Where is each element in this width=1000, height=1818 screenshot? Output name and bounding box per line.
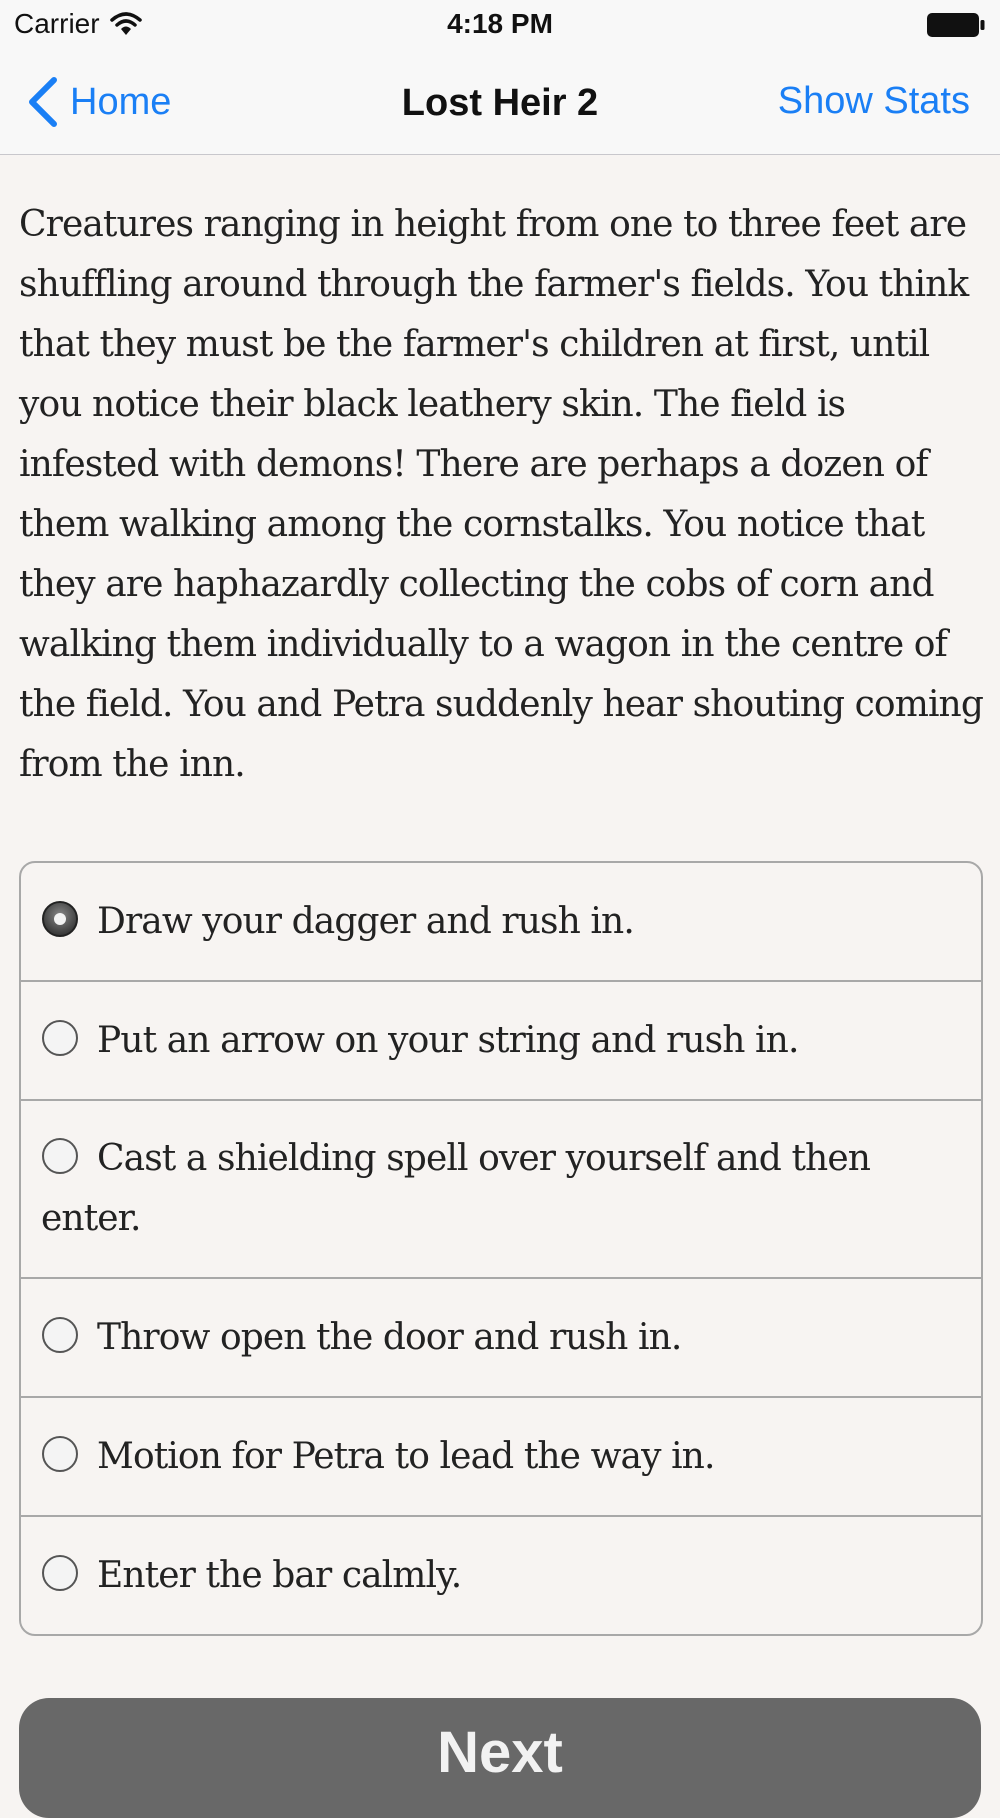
battery-icon [926,12,986,38]
choice-item[interactable] [21,1099,981,1277]
story-text: Creatures ranging in height from one to three feet are shuffling around through the farmer's fields. You think that they must be the farmer's children at first, until you notice their black leathery skin. The field is infested with demons! There are perhaps a dozen of them walking among the cornstalks. You notice that they are haphazardly collecting the cobs of corn and walking them individually to a wagon in the centre of the field. You and Petra suddenly hear shouting coming from the inn. [19,204,983,785]
choice-label: Throw open the door and rush in. [97,1317,682,1358]
choice-label: Enter the bar calmly. [97,1555,462,1596]
navigation-bar [0,50,1000,155]
choice-item[interactable] [21,863,981,980]
show-stats-button[interactable]: Show Stats [777,80,970,122]
carrier-label: Carrier [14,8,100,39]
choice-label: Draw your dagger and rush in. [97,901,634,942]
choice-item[interactable] [21,980,981,1099]
radio-unselected-icon [41,1134,79,1172]
radio-unselected-icon [41,1313,79,1351]
next-button[interactable]: Next [19,1698,981,1818]
status-time: 4:18 PM [447,8,553,39]
radio-selected-icon [41,897,79,935]
choice-item[interactable] [21,1515,981,1634]
choice-list [19,861,983,1636]
back-button-label: Home [70,80,172,123]
choice-label: Motion for Petra to lead the way in. [97,1436,715,1477]
status-bar [0,0,1000,50]
radio-unselected-icon [41,1551,79,1589]
radio-unselected-icon [41,1432,79,1470]
choice-item[interactable] [21,1277,981,1396]
choice-label: Cast a shielding spell over yourself and then enter. [41,1138,871,1239]
choice-label: Put an arrow on your string and rush in. [97,1020,799,1061]
page-title: Lost Heir 2 [401,82,599,124]
choice-item[interactable] [21,1396,981,1515]
radio-unselected-icon [41,1016,79,1054]
